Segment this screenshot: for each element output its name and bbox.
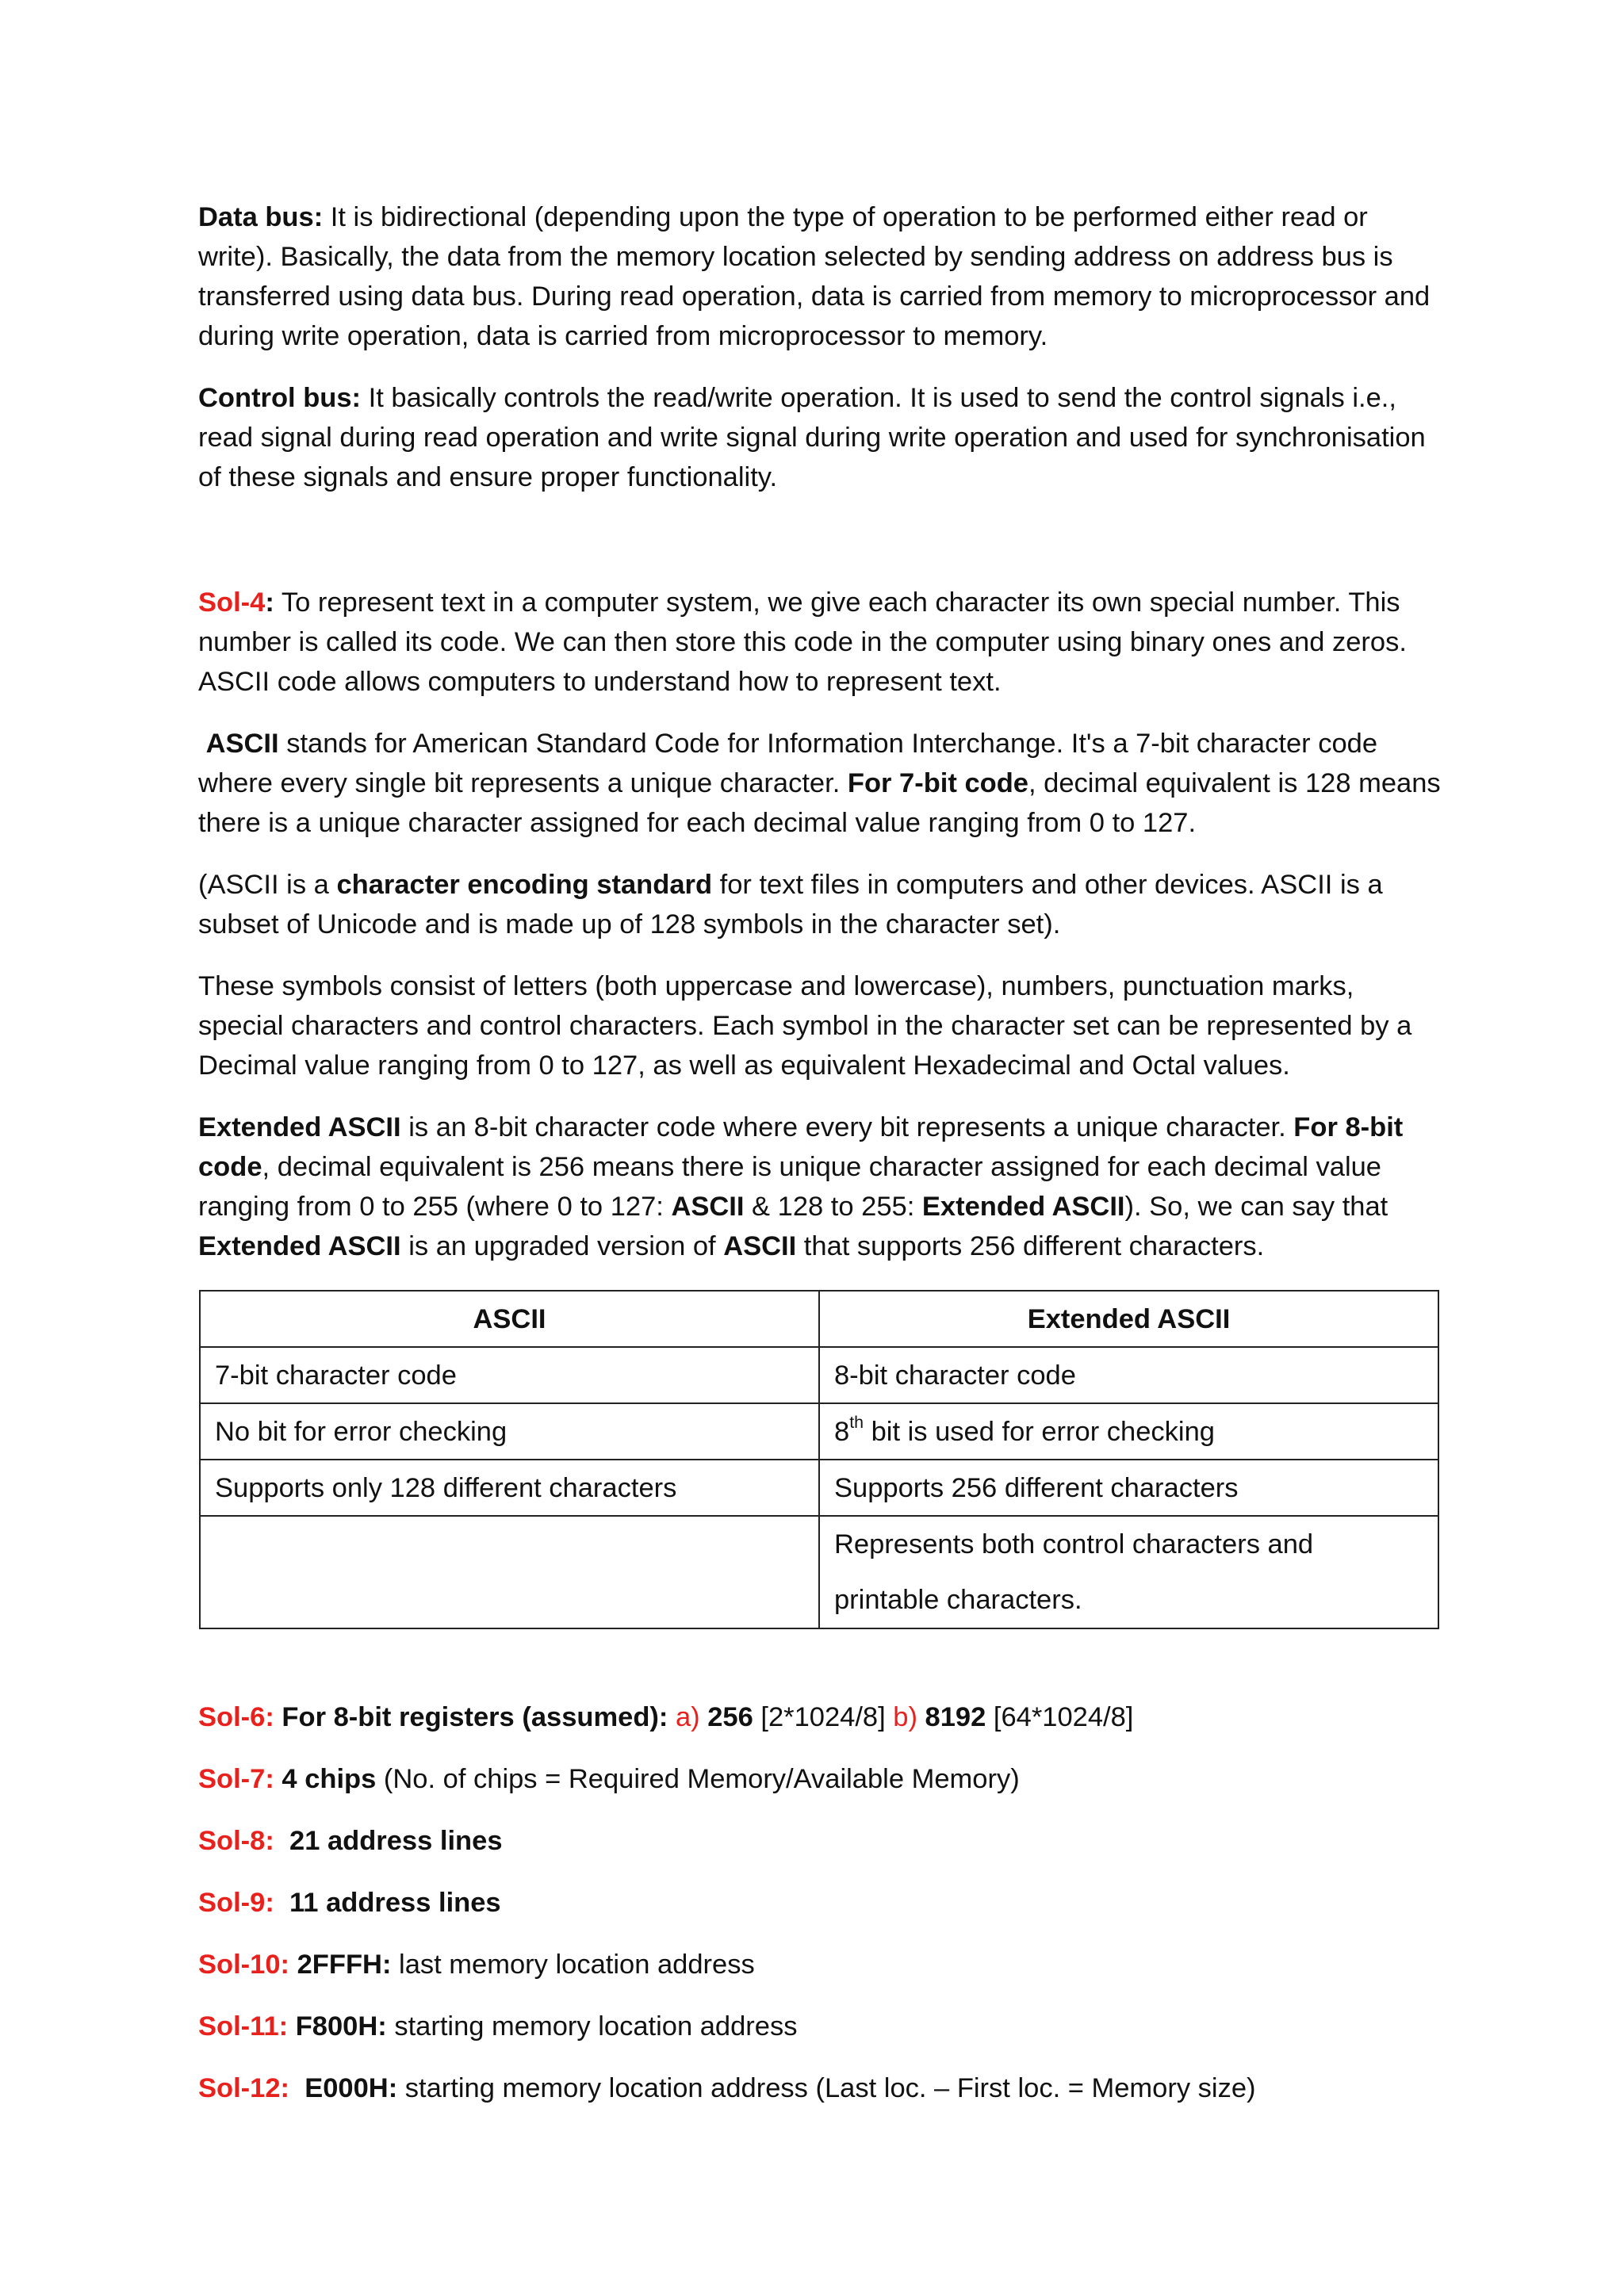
table-header-row <box>200 1291 1438 1347</box>
ext-ascii-term-3: Extended ASCII <box>198 1231 401 1261</box>
ordinal-number: 8 <box>834 1416 850 1447</box>
sol6-b-label: b) <box>885 1702 917 1732</box>
sol12-line <box>198 2068 1443 2108</box>
sol4-p3-bold: character encoding standard <box>336 870 713 900</box>
table-cell: 8-bit character code <box>819 1347 1438 1403</box>
sol11-line <box>198 2007 1443 2046</box>
sol4-ascii-paragraph <box>198 724 1443 843</box>
sol12-text: starting memory location address (Last loc. – First loc. = Memory size) <box>397 2073 1256 2103</box>
sol4-p1: To represent text in a computer system, we give each character its own special number. This number is called its code. We can then store this code in the computer using binary ones and zeros. ASCII code allows computers to understand how to represent text. <box>198 587 1407 697</box>
sol9-label: Sol-9: <box>198 1888 274 1918</box>
sol10-text: last memory location address <box>391 1950 755 1980</box>
sol11-bold: F800H: <box>288 2011 387 2042</box>
table-cell: 7-bit character code <box>200 1347 819 1403</box>
table-cell: Supports 256 different characters <box>819 1460 1438 1516</box>
sol7-label: Sol-7: <box>198 1764 274 1794</box>
table-cell: Supports only 128 different characters <box>200 1460 819 1516</box>
table-cell <box>819 1403 1438 1460</box>
ext-ascii-term-2: Extended ASCII <box>921 1192 1125 1222</box>
control-bus-paragraph <box>198 378 1443 497</box>
sol4-p5-text-d: ). So, we can say that <box>1124 1192 1388 1222</box>
ascii-term-2: ASCII <box>671 1192 745 1222</box>
data-bus-text: It is bidirectional (depending upon the type of operation to be performed either read or write). Basically, the data from the memory location selected by sending address on address bus is transferred using data bus. During read operation, data is carried from memory to microprocessor and during write operation, data is carried from microprocessor to memory. <box>198 202 1431 351</box>
sol4-p3-text-2: for text files in computers and other devices. ASCII is a subset of Unicode and is made up of 128 symbols in the character set). <box>198 870 1383 939</box>
ascii-term: ASCII <box>205 729 279 759</box>
sol4-p3-text: (ASCII is a <box>198 870 337 900</box>
sol12-bold: E000H: <box>289 2073 398 2103</box>
table-header-extended: Extended ASCII <box>819 1291 1438 1347</box>
table-header-ascii: ASCII <box>200 1291 819 1347</box>
sol4-intro <box>198 583 1443 702</box>
sol4-p2-text-2: , decimal equivalent is 128 means there is a unique character assigned for each decimal value ranging from 0 to 127. <box>198 768 1441 838</box>
sol6-b-value: 8192 <box>917 1702 986 1732</box>
sol6-line <box>198 1697 1443 1737</box>
sol10-bold: 2FFFH: <box>289 1950 392 1980</box>
sol4-symbols-paragraph: These symbols consist of letters (both uppercase and lowercase), numbers, punctuation marks, special characters and control characters. Each symbol in the character set can be represented by a Decimal value ranging from 0 to 127, as well as equivalent Hexadecimal and Octal values. <box>198 971 1412 1081</box>
sol4-extended-paragraph <box>198 1108 1443 1266</box>
sol9-line <box>198 1883 1443 1923</box>
sol4-section <box>198 583 1443 1266</box>
sol12-label: Sol-12: <box>198 2073 290 2103</box>
sol8-label: Sol-8: <box>198 1826 274 1856</box>
ascii-term-3: ASCII <box>723 1231 797 1261</box>
sol11-label: Sol-11: <box>198 2011 289 2042</box>
cell-text: bit is used for error checking <box>864 1416 1215 1447</box>
sol4-label: Sol-4 <box>198 587 266 618</box>
sol9-bold: 11 address lines <box>274 1888 501 1918</box>
sol4-p5-bold: For 8-bit code <box>198 1112 1404 1182</box>
data-bus-paragraph <box>198 197 1443 356</box>
data-bus-label: Data bus: <box>198 202 324 232</box>
sol11-text: starting memory location address <box>386 2011 798 2042</box>
sol4-colon: : <box>265 587 274 618</box>
ordinal-suffix: th <box>849 1412 864 1432</box>
control-bus-label: Control bus: <box>198 383 362 413</box>
bus-section <box>198 197 1443 497</box>
sol7-bold: 4 chips <box>274 1764 377 1794</box>
sol8-line <box>198 1821 1443 1861</box>
sol6-bold: For 8-bit registers (assumed): <box>274 1702 668 1732</box>
sol4-p2-bold: For 7-bit code <box>847 768 1028 798</box>
control-bus-text: It basically controls the read/write operation. It is used to send the control signals i.e., read signal during read operation and write signal during write operation and used for synchronisation of these signals and ensure proper functionality. <box>198 383 1426 492</box>
sol6-a-label: a) <box>668 1702 700 1732</box>
table-row <box>200 1460 1438 1516</box>
sol10-line <box>198 1945 1443 1984</box>
sol6-label: Sol-6: <box>198 1702 274 1732</box>
sol4-standard-paragraph <box>198 865 1443 944</box>
sol4-p5-text-a: is an 8-bit character code where every bit represents a unique character. <box>400 1112 1294 1142</box>
sol4-p5-text-f: that supports 256 different characters. <box>796 1231 1265 1261</box>
sol6-a-calc: [2*1024/8] <box>753 1702 886 1732</box>
sol4-p5-text-b: , decimal equivalent is 256 means there is unique character assigned for each decimal value ranging from 0 to 255 (where 0 to 127: <box>198 1152 1381 1222</box>
sol6-b-calc: [64*1024/8] <box>986 1702 1134 1732</box>
table-row <box>200 1516 1438 1628</box>
ascii-comparison-table <box>199 1290 1439 1629</box>
table-row <box>200 1403 1438 1460</box>
ext-ascii-term: Extended ASCII <box>198 1112 401 1142</box>
sol7-text: (No. of chips = Required Memory/Available Memory) <box>376 1764 1020 1794</box>
sol7-line <box>198 1759 1443 1799</box>
sol4-p5-text-e: is an upgraded version of <box>400 1231 724 1261</box>
sol4-p2-text: stands for American Standard Code for Information Interchange. It's a 7-bit character code where every single bit represents a unique character. <box>198 729 1378 798</box>
table-cell: Represents both control characters and printable characters. <box>819 1516 1438 1628</box>
table-cell: No bit for error checking <box>200 1403 819 1460</box>
table-row <box>200 1347 1438 1403</box>
sol8-bold: 21 address lines <box>274 1826 503 1856</box>
sol6-a-value: 256 <box>699 1702 753 1732</box>
sol4-p5-text-c: & 128 to 255: <box>744 1192 922 1222</box>
table-cell <box>200 1516 819 1628</box>
sol10-label: Sol-10: <box>198 1950 290 1980</box>
